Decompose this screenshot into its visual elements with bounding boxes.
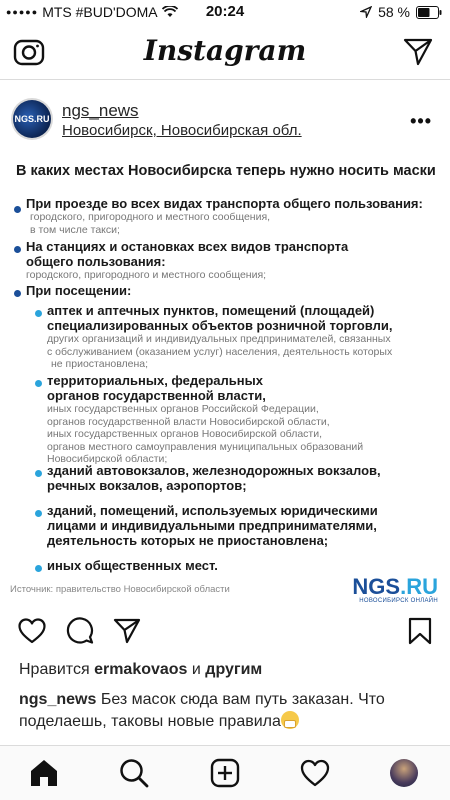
rule-heading: специализированных объектов розничной торговли,: [47, 318, 393, 333]
rule-detail: иных государственных органов Российской Федерации,: [47, 403, 319, 415]
rule-heading: При проезде во всех видах транспорта общего пользования:: [26, 196, 423, 211]
likes-others[interactable]: другим: [205, 661, 263, 678]
mask-rule-item: [26, 283, 131, 298]
rule-heading: зданий, помещений, используемых юридическими: [47, 503, 378, 518]
profile-avatar[interactable]: [390, 759, 418, 787]
more-options-icon[interactable]: •••: [410, 111, 432, 131]
post-author-avatar[interactable]: [11, 98, 53, 140]
rule-heading: деятельность которых не приостановлена;: [47, 533, 329, 548]
bullet-light: [35, 510, 42, 517]
rule-detail: с обслуживанием (оказанием услуг) населения, деятельность которых: [47, 345, 393, 358]
likes-conj: и: [191, 661, 201, 678]
battery-percent: 58 %: [378, 4, 410, 20]
rule-heading: аптек и аптечных пунктов, помещений (площадей): [47, 303, 375, 318]
post-caption: [19, 689, 439, 733]
like-heart-icon[interactable]: [17, 616, 47, 646]
comment-icon[interactable]: [65, 616, 95, 646]
mask-rule-item: [26, 196, 423, 236]
mask-rule-item: [47, 503, 378, 548]
add-post-icon[interactable]: [209, 757, 241, 789]
mask-rule-item: [47, 303, 392, 371]
activity-heart-icon[interactable]: [299, 757, 331, 789]
rule-heading: иных общественных мест.: [47, 558, 218, 573]
instagram-logo: Instagram: [143, 34, 307, 67]
rule-heading: зданий автовокзалов, железнодорожных вокзалов,: [47, 463, 381, 478]
brand-ru: .RU: [400, 574, 438, 599]
home-icon[interactable]: [28, 757, 60, 789]
rule-detail: городского, пригородного и местного сообщения,: [30, 211, 271, 223]
status-right: [360, 4, 442, 20]
battery-icon: [416, 6, 442, 19]
likes-line[interactable]: [19, 661, 262, 679]
rule-detail: Новосибирской области;: [47, 453, 168, 465]
mask-rule-item: [47, 558, 218, 573]
post-actions: [0, 612, 450, 652]
rule-heading: речных вокзалов, аэропортов;: [47, 478, 247, 493]
rule-detail: не приостановлена;: [51, 358, 149, 370]
app-header: [0, 24, 450, 80]
bullet-dark: [14, 246, 21, 253]
rule-detail: иных государственных органов Новосибирской области,: [47, 428, 323, 440]
grimacing-emoji-icon: [281, 711, 299, 729]
status-bar: [0, 0, 450, 24]
rule-heading: территориальных, федеральных: [47, 373, 263, 388]
bullet-light: [35, 565, 42, 572]
rule-detail: органов местного самоуправления муниципальных образований: [47, 440, 364, 453]
share-send-icon[interactable]: [112, 616, 142, 646]
rule-detail: городского, пригородного и местного сообщения;: [26, 269, 267, 281]
post-location[interactable]: Новосибирск, Новосибирская обл.: [62, 122, 302, 139]
bullet-light: [35, 470, 42, 477]
carrier-name: MTS #BUD'DOMA: [42, 4, 158, 20]
post-username[interactable]: ngs_news: [62, 101, 139, 120]
mask-rule-item: [47, 463, 381, 493]
rule-detail: органов государственной власти Новосибирской области,: [47, 415, 330, 428]
brand-subtitle: НОВОСИБИРСК ОНЛАЙН: [359, 598, 438, 604]
bullet-light: [35, 380, 42, 387]
location-arrow-icon: [360, 6, 372, 18]
bookmark-icon[interactable]: [405, 616, 435, 646]
rule-detail: в том числе такси;: [30, 223, 120, 236]
post-image-infographic[interactable]: [8, 158, 444, 606]
bullet-dark: [14, 290, 21, 297]
rule-heading: На станциях и остановках всех видов транспорта: [26, 239, 349, 254]
infographic-title: В каких местах Новосибирска теперь нужно носить маски: [16, 163, 436, 179]
mask-rule-item: [26, 239, 348, 282]
search-icon[interactable]: [118, 757, 150, 789]
ngs-avatar-icon: NGS.RU: [13, 100, 51, 138]
infographic-source: Источник: правительство Новосибирской области: [10, 584, 230, 595]
caption-text: Без масок сюда вам путь заказан. Что поделаешь, таковы новые правила: [19, 691, 385, 730]
rule-heading: лицами и индивидуальными предпринимателями,: [47, 518, 377, 533]
likes-username[interactable]: ermakovaos: [94, 661, 188, 678]
direct-send-icon[interactable]: [402, 36, 434, 68]
likes-prefix: Нравится: [19, 661, 90, 678]
post-header: [0, 95, 450, 150]
rule-heading: органов государственной власти,: [47, 388, 266, 403]
rule-detail: других организаций и индивидуальных предпринимателей, связанных: [47, 333, 391, 345]
rule-heading: При посещении:: [26, 283, 132, 298]
bullet-light: [35, 310, 42, 317]
bullet-dark: [14, 206, 21, 213]
rule-heading: общего пользования:: [26, 254, 166, 269]
caption-username[interactable]: ngs_news: [19, 691, 97, 708]
mask-rule-item: [47, 373, 363, 466]
ngs-brand-logo: [352, 576, 438, 604]
bottom-tab-bar: [0, 745, 450, 800]
brand-ngs: NGS: [352, 574, 401, 599]
clock: 20:24: [205, 3, 245, 20]
signal-dots-icon: ●●●●●: [6, 7, 39, 17]
